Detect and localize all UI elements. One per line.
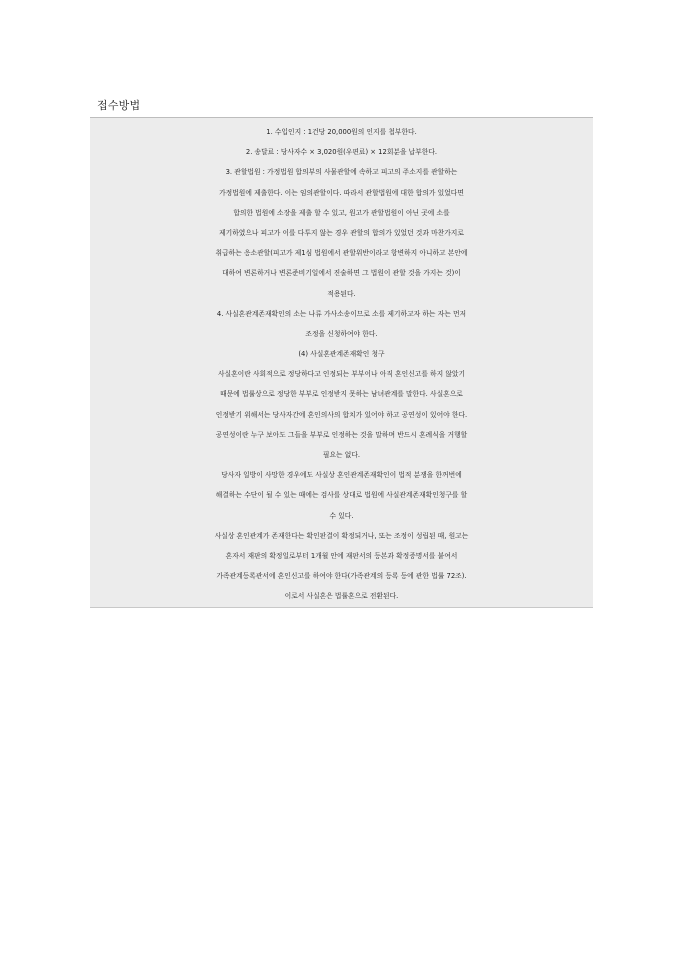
text-line: 3. 관할법원 : 가정법원 합의부의 사물관할에 속하고 피고의 주소지를 관할하는 (225, 168, 458, 177)
text-line: 혼자서 재판의 확정일로부터 1개월 안에 재판서의 등본과 확정증명서를 붙여서 (225, 551, 458, 560)
text-line: 조정을 신청하여야 한다. (305, 329, 378, 338)
text-line: 1. 수입인지 : 1건당 20,000원의 인지를 첩부한다. (266, 128, 417, 136)
text-line: 적용된다. (327, 289, 356, 298)
text-line: 때문에 법률상으로 정당한 부부로 인정받지 못하는 남녀관계를 말한다. 사실혼으로 (220, 390, 463, 399)
text-line: 공연성이란 누구 보아도 그들을 부부로 인정하는 것을 말하며 반드시 혼례식을 거행할 (215, 430, 468, 439)
text-line: 필요는 없다. (322, 451, 361, 459)
text-line: 2. 송달료 : 당사자수 × 3,020원(우편료) × 12회분을 납부한다. (245, 148, 438, 157)
text-line: 가정법원에 제출한다. 이는 임의관할이다. 따라서 관할법원에 대한 합의가 있었다면 (219, 188, 464, 197)
text-line: 대하여 변론하거나 변론준비기일에서 진술하면 그 법원이 관할 것을 가지는 것)이 (222, 269, 461, 278)
text-line: 사실혼이란 사회적으로 정당하다고 인정되는 부부이나 아직 혼인신고를 하지 않았기 (217, 370, 466, 379)
text-line: 제기하였으나 피고가 이를 다투지 않는 경우 관할의 합의가 있었던 것과 마찬가지로 (219, 228, 464, 237)
section-heading: 접수방법 (97, 99, 141, 112)
content-box (90, 117, 593, 608)
text-line: 인정받기 위해서는 당사자간에 혼인의사의 합치가 있어야 하고 공연성이 있어야 한다. (215, 410, 468, 419)
text-line: 이로서 사실혼은 법률혼으로 전환된다. (284, 592, 399, 601)
content-lines (90, 122, 593, 607)
text-line: 4. 사실혼관계존재확인의 소는 나류 가사소송이므로 소를 제기하고자 하는 자는 먼저 (216, 309, 467, 318)
text-line: 해결하는 수단이 될 수 있는 때에는 검사를 상대로 법원에 사실관계존재확인청구를 할 (215, 491, 468, 500)
text-line: 사실상 혼인관계가 존재한다는 확인판결이 확정되거나, 또는 조정이 성립된 때, 원고는 (214, 531, 469, 540)
text-line: (4) 사실혼관계존재확인 청구 (298, 350, 385, 359)
text-line: 가족관계등록관서에 혼인신고를 하여야 한다(가족관계의 등록 등에 관한 법률 72조). (216, 572, 467, 581)
text-line: 당사자 일방이 사망한 경우에도 사실상 혼인관계존재확인이 법적 분쟁을 한꺼번에 (221, 471, 462, 480)
text-line: 취급하는 응소관할(피고가 제1심 법원에서 관할위반이라고 항변하지 아니하고 본안에 (215, 249, 468, 258)
text-line: 합의한 법원에 소장을 제출 할 수 있고, 원고가 관할법원이 아닌 곳에 소를 (233, 208, 450, 217)
text-line: 수 있다. (329, 511, 354, 520)
